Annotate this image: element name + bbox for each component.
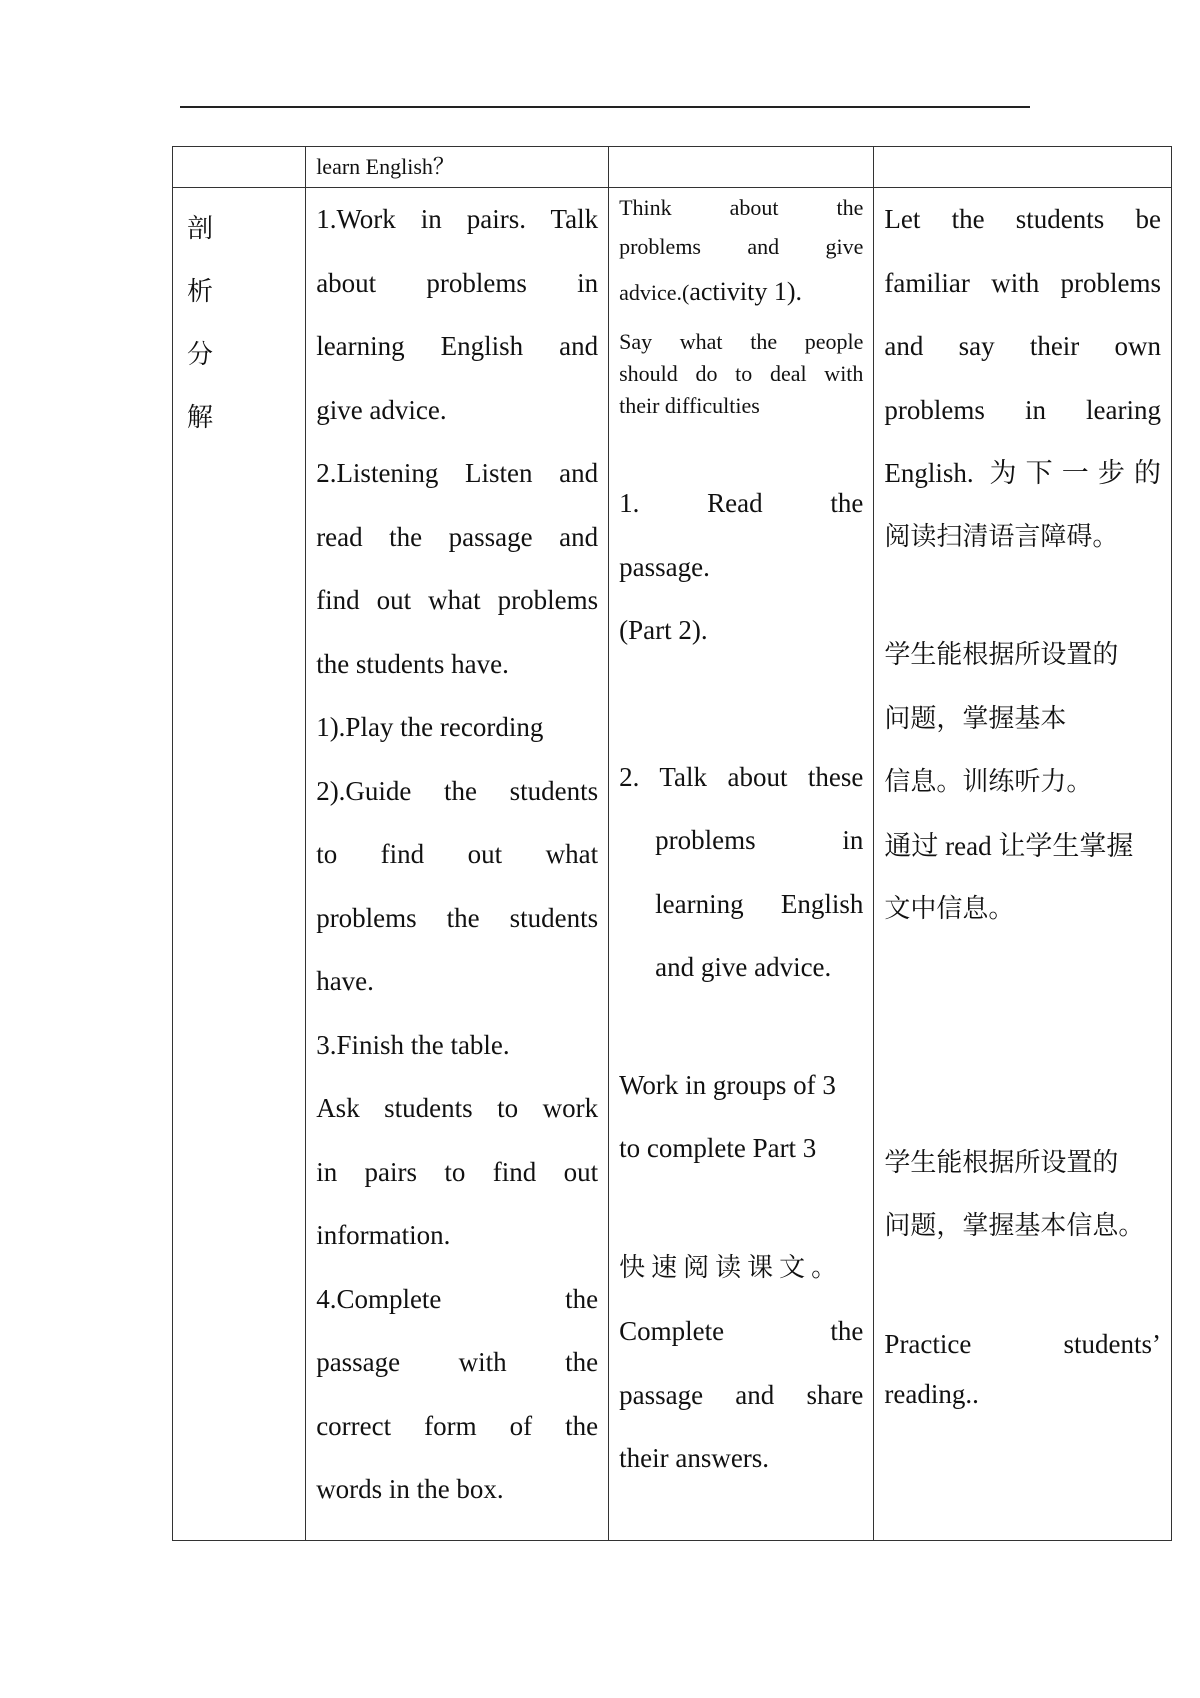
- header-rule: [180, 106, 1030, 108]
- section-title-char: 析: [187, 277, 214, 307]
- text-line: should do to deal with: [619, 361, 864, 386]
- text-line: words in the box.: [316, 1474, 504, 1504]
- text-line: 2.Listening Listen and: [316, 458, 599, 488]
- text-line: their answers.: [619, 1443, 770, 1473]
- text-line: the students have.: [316, 648, 509, 679]
- text-line: find out what problems: [316, 585, 599, 615]
- lesson-table: [172, 146, 1172, 1541]
- text-line: Complete the: [619, 1316, 864, 1346]
- text-line: reading..: [884, 1379, 979, 1409]
- text-line: Let the students be: [884, 204, 1161, 234]
- text-line: to find out what: [316, 839, 599, 869]
- text-line: 信息。训练听力。: [884, 767, 1093, 797]
- text-line: 通过 read 让学生掌握: [884, 830, 1134, 861]
- text-line: their difficulties: [619, 393, 760, 418]
- text-line: 学生能根据所设置的: [884, 640, 1119, 670]
- text-line: give advice.: [316, 394, 447, 425]
- text-line: Work in groups of 3: [619, 1069, 836, 1100]
- section-title-char: 剖: [187, 214, 214, 244]
- text-line: 2).Guide the students: [316, 775, 599, 806]
- text-line: Think about the: [619, 195, 864, 220]
- text-line: problems and give: [619, 234, 864, 259]
- text-line: learning English and: [316, 331, 599, 361]
- text-line: learning English: [655, 888, 864, 919]
- text-line: in pairs to find out: [316, 1156, 599, 1187]
- text-line: 问题，掌握基本信息。: [884, 1211, 1145, 1241]
- text-line: 2. Talk about these: [619, 761, 864, 792]
- text-line: (Part 2).: [619, 615, 708, 645]
- section-title-cell: [173, 188, 306, 1541]
- text-line: 阅读扫清语言障碍。: [884, 521, 1119, 552]
- table-row: [173, 188, 1172, 1541]
- text-line: information.: [316, 1220, 451, 1250]
- text-line: 4.Complete the: [316, 1283, 599, 1314]
- student-activity-cell: [609, 188, 874, 1541]
- text-line: passage and share: [619, 1379, 864, 1410]
- text-line: Practice students’: [884, 1328, 1161, 1359]
- cell-empty: [874, 147, 1172, 188]
- text-line: to complete Part 3: [619, 1133, 817, 1163]
- text-line: and give advice.: [655, 952, 832, 982]
- text-line: advice.(activity 1).: [619, 277, 802, 306]
- design-intent-cell: [874, 188, 1172, 1541]
- text-line: correct form of the: [316, 1410, 599, 1441]
- text-line: 问题，掌握基本: [884, 703, 1067, 734]
- text-line: read the passage and: [316, 521, 599, 552]
- text-line: familiar with problems: [884, 267, 1161, 298]
- text-line: passage.: [619, 551, 710, 582]
- text-line: 1.Work in pairs. Talk: [316, 204, 599, 234]
- text-line: 1. Read the: [619, 488, 864, 518]
- table-row: [173, 147, 1172, 188]
- text-line: about problems in: [316, 267, 599, 298]
- text-line: problems the students: [316, 902, 599, 933]
- teacher-activity-cell: [306, 188, 609, 1541]
- text-line: 学生能根据所设置的: [884, 1147, 1119, 1178]
- cell-empty: [173, 147, 306, 188]
- text-line: English. 为下一步的: [884, 458, 1161, 488]
- text-line: Ask students to work: [316, 1093, 599, 1123]
- text-line: problems in learing: [884, 394, 1161, 425]
- section-title-char: 分: [187, 340, 214, 370]
- text-line: and say their own: [884, 331, 1161, 361]
- text-line: passage with the: [316, 1347, 599, 1377]
- text-line: Say what the people: [619, 329, 864, 354]
- text-line: 文中信息。: [884, 894, 1015, 924]
- text-line: 3.Finish the table.: [316, 1029, 510, 1060]
- text-line: 快速阅读课文。: [619, 1252, 844, 1283]
- text-line: problems in: [655, 825, 864, 855]
- section-title-char: 解: [187, 403, 214, 433]
- text-line: 1).Play the recording: [316, 712, 544, 742]
- cell-empty: [609, 147, 874, 188]
- cell-question: learn English？: [306, 147, 609, 188]
- text-line: have.: [316, 966, 374, 996]
